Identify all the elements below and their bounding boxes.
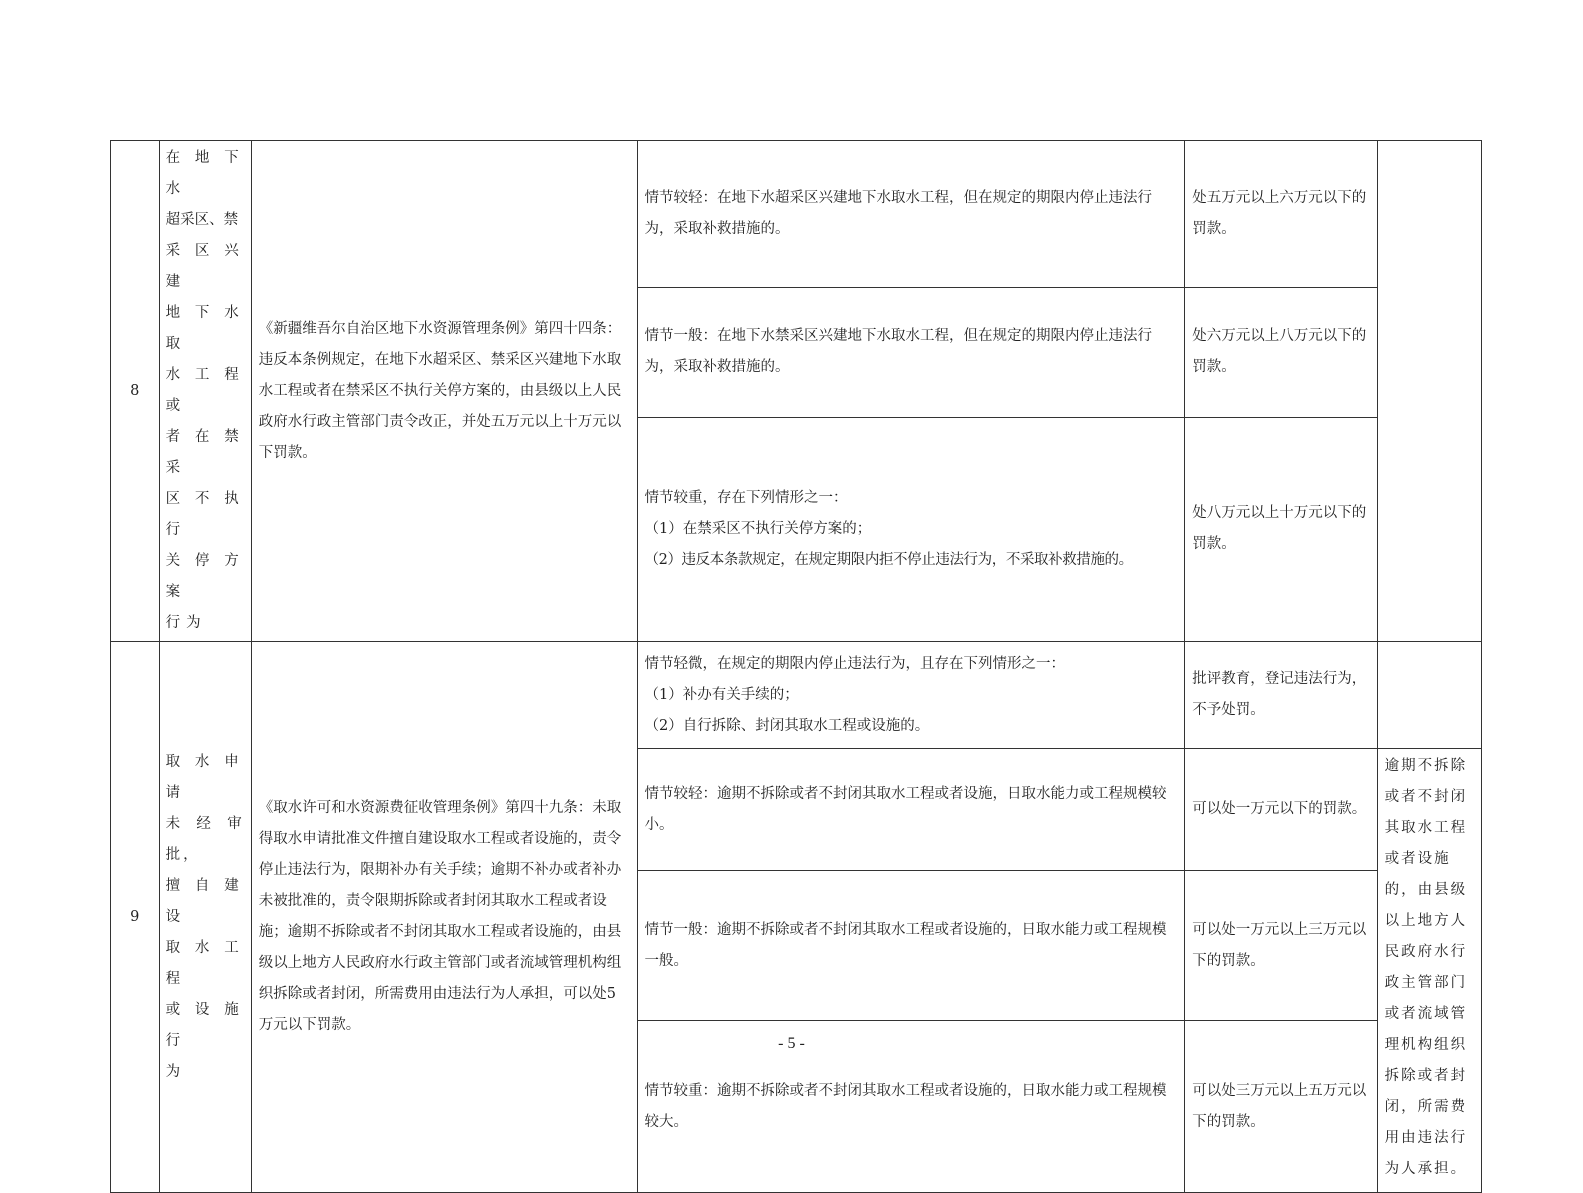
circumstance: 情节一般：逾期不拆除或者不封闭其取水工程或者设施的，日取水能力或工程规模一般。 <box>637 871 1185 1021</box>
circumstance: 情节一般：在地下水禁采区兴建地下水取水工程，但在规定的期限内停止违法行为，采取补救措施的。 <box>637 288 1185 418</box>
penalty: 可以处一万元以下的罚款。 <box>1185 749 1377 871</box>
penalty: 处八万元以上十万元以下的罚款。 <box>1185 417 1377 641</box>
remark <box>1377 642 1481 749</box>
violation-name: 取水申请 未经审批， 擅自建设 取水工程 或设施行 为 <box>159 642 251 1193</box>
table-row <box>111 642 1482 749</box>
legal-basis: 《新疆维吾尔自治区地下水资源管理条例》第四十四条：违反本条例规定，在地下水超采区、禁采区兴建地下水取水工程或者在禁采区不执行关停方案的，由县级以上人民政府水行政主管部门责令改正，并处五万元以上十万元以下罚款。 <box>251 141 637 642</box>
penalty: 可以处三万元以上五万元以下的罚款。 <box>1185 1021 1377 1193</box>
page-number: - 5 - <box>778 1035 805 1052</box>
row-number: 9 <box>111 642 160 1193</box>
circumstance: 情节较重：逾期不拆除或者不封闭其取水工程或者设施的，日取水能力或工程规模较大。 <box>637 1021 1185 1193</box>
penalty: 处五万元以上六万元以下的罚款。 <box>1185 141 1377 288</box>
penalty: 批评教育，登记违法行为，不予处罚。 <box>1185 642 1377 749</box>
penalty: 可以处一万元以上三万元以下的罚款。 <box>1185 871 1377 1021</box>
circumstance: 情节较重，存在下列情形之一： （1）在禁采区不执行关停方案的； （2）违反本条款规定，在规定期限内拒不停止违法行为，不采取补救措施的。 <box>637 417 1185 641</box>
table-row <box>111 141 1482 288</box>
violation-name: 在地下水 超采区、禁 采区兴建 地下水取 水工程或 者在禁采 区不执行 关停方案 行为 <box>159 141 251 642</box>
row-number: 8 <box>111 141 160 642</box>
circumstance: 情节较轻：在地下水超采区兴建地下水取水工程，但在规定的期限内停止违法行为，采取补救措施的。 <box>637 141 1185 288</box>
circumstance: 情节较轻：逾期不拆除或者不封闭其取水工程或者设施，日取水能力或工程规模较小。 <box>637 749 1185 871</box>
remark <box>1377 141 1481 642</box>
legal-basis: 《取水许可和水资源费征收管理条例》第四十九条：未取得取水申请批准文件擅自建设取水工程或者设施的，责令停止违法行为，限期补办有关手续；逾期不补办或者补办未被批准的，责令限期拆除或者封闭其取水工程或者设施；逾期不拆除或者不封闭其取水工程或者设施的，由县级以上地方人民政府水行政主管部门或者流域管理机构组织拆除或者封闭，所需费用由违法行为人承担，可以处5万元以下罚款。 <box>251 642 637 1193</box>
circumstance: 情节轻微，在规定的期限内停止违法行为，且存在下列情形之一： （1）补办有关手续的； （2）自行拆除、封闭其取水工程或设施的。 <box>637 642 1185 749</box>
remark: 逾期不拆除或者不封闭其取水工程或者设施的，由县级以上地方人民政府水行政主管部门或者流域管理机构组织拆除或者封闭，所需费用由违法行为人承担。 <box>1377 749 1481 1193</box>
penalty: 处六万元以上八万元以下的罚款。 <box>1185 288 1377 418</box>
